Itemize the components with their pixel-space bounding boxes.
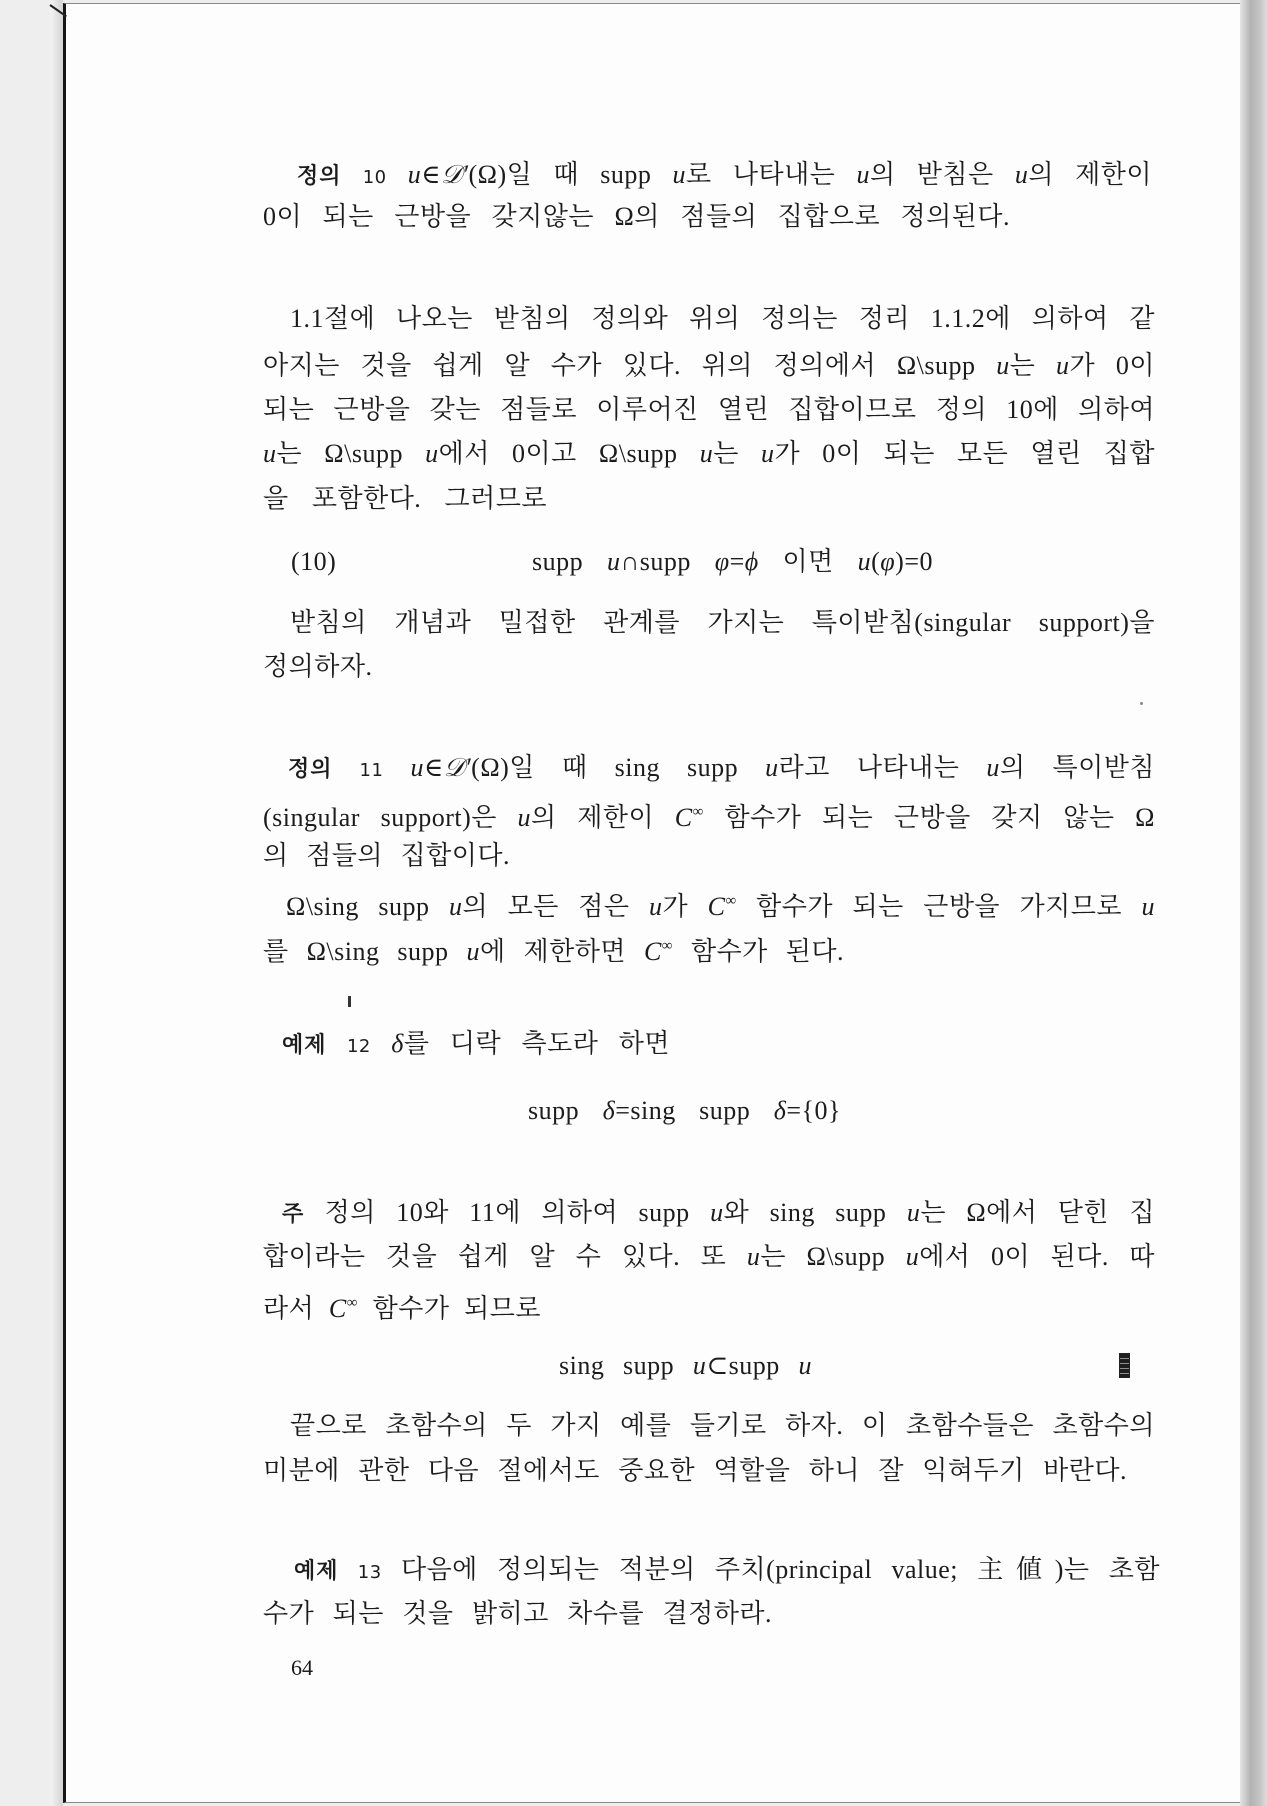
text-run: 로 나타내는	[686, 160, 857, 189]
example-12-line	[282, 1027, 670, 1061]
text-run: supp	[528, 1096, 603, 1125]
text-run: Ω\sing supp	[286, 892, 449, 921]
text-run: sing supp	[559, 1351, 693, 1380]
text-run: ∈	[421, 160, 442, 189]
text-run: 와 sing supp	[723, 1198, 907, 1227]
margin-marker	[1119, 1353, 1130, 1378]
paragraph-line	[263, 437, 1155, 471]
text-run: 정의 10와 11에 의하여 supp	[324, 1198, 711, 1227]
text-run: 의 제한이	[531, 803, 675, 832]
text-run: u	[606, 547, 621, 576]
text-run: u	[798, 1351, 813, 1380]
text-run: 를 Ω\sing supp	[263, 937, 467, 966]
paragraph-text	[290, 304, 1155, 333]
text-run: (	[871, 547, 881, 576]
example-label: 예제	[282, 1033, 327, 1058]
paragraph-line	[290, 302, 1155, 336]
text-run: 끝으로 초함수의 두 가지 예를 들기로 하자. 이 초함수들은 초함수의	[290, 1411, 1155, 1440]
definition-10-line	[297, 158, 1152, 192]
text-run: u	[996, 351, 1010, 380]
text-run: u	[1014, 160, 1029, 189]
text-run: (singular support)은	[263, 803, 518, 832]
text-run: u	[765, 753, 779, 782]
text-run: 아지는 것을 쉽게 알 수가 있다. 위의 정의에서 Ω\supp	[263, 351, 997, 380]
definition-label: 정의	[288, 757, 333, 782]
text-run: u	[672, 160, 687, 189]
definition-11-text	[410, 753, 1155, 782]
text-run: ∞	[725, 893, 737, 909]
text-run: 의 제한이	[1028, 160, 1152, 189]
text-run: ∞	[661, 938, 673, 954]
text-run: 이면	[758, 547, 858, 576]
text-run: ∈	[423, 753, 444, 782]
text-run: u	[761, 439, 775, 468]
text-run: u	[649, 892, 663, 921]
text-run: u	[710, 1198, 724, 1227]
text-run: u	[986, 753, 1000, 782]
text-run: u	[263, 439, 277, 468]
text-run: 라고 나타내는	[778, 753, 987, 782]
text-run: 가	[662, 892, 708, 921]
text-run: u	[466, 937, 480, 966]
text-run: 라서	[263, 1294, 329, 1323]
text-run: δ	[391, 1029, 404, 1058]
text-run: 다음에 정의되는 적분의 주치(principal value; 主値)는 초함	[400, 1555, 1161, 1584]
note-equation	[559, 1349, 812, 1383]
equation-text	[528, 1096, 841, 1125]
example-13-text	[401, 1555, 1160, 1584]
paragraph-line	[263, 650, 372, 684]
text-run: ϕ	[744, 547, 759, 576]
text-run: 받침의 개념과 밀접한 관계를 가지는 특이받침(singular support)을	[290, 608, 1155, 637]
text-run: 는 Ω\supp	[276, 439, 426, 468]
text-run: 함수가 되는 근방을 갖지 않는 Ω	[703, 803, 1155, 832]
definition-11-text	[263, 841, 510, 870]
paragraph-line	[263, 349, 1155, 383]
text-run: 가 0이	[1069, 351, 1155, 380]
text-run: 1.1절에 나오는 받침의 정의와 위의 정의는 정리 1.1.2에 의하여 같	[290, 304, 1155, 333]
paragraph-line	[263, 393, 1155, 427]
paragraph-text	[263, 1456, 1127, 1485]
text-run: 𝒟′	[441, 160, 469, 189]
text-run: u	[746, 1242, 761, 1271]
text-run: ⊂supp	[706, 1351, 799, 1380]
definition-11-text	[263, 937, 844, 966]
definition-10-text	[408, 160, 1152, 189]
equation-text	[532, 547, 933, 576]
definition-number: 10	[362, 167, 387, 188]
text-run: φ	[714, 547, 730, 576]
text-run: C	[643, 937, 662, 966]
page-edge-shadow	[1240, 0, 1267, 1806]
example-13-text	[263, 1599, 772, 1628]
definition-11-line	[286, 884, 1155, 921]
note-text	[325, 1198, 1155, 1227]
text-run: 𝒟′	[443, 753, 472, 782]
definition-11-text	[286, 892, 1155, 921]
text-run: supp	[532, 547, 607, 576]
text-run: 합이라는 것을 쉽게 알 수 있다. 또	[263, 1242, 747, 1271]
example-label: 예제	[294, 1559, 339, 1584]
text-run: 함수가 되므로	[357, 1294, 541, 1323]
text-run: u	[425, 439, 439, 468]
example-number: 13	[357, 1562, 382, 1583]
text-run: ∩supp	[620, 547, 715, 576]
text-run: 에서 0이고 Ω\supp	[438, 439, 700, 468]
text-run: u	[906, 1198, 921, 1227]
paragraph-line	[290, 606, 1155, 640]
example-12-text	[391, 1029, 670, 1058]
note-line	[282, 1196, 1155, 1230]
definition-number: 11	[359, 760, 384, 781]
note-line	[263, 1240, 1155, 1274]
text-run: 함수가 되는 근방을 가지므로	[736, 892, 1142, 921]
text-run: 을 포함한다. 그러므로	[263, 484, 547, 513]
text-run: 가 0이 되는 모든 열린 집합	[774, 439, 1155, 468]
definition-label: 정의	[297, 164, 342, 189]
text-run: ∞	[346, 1295, 358, 1311]
definition-10-line	[263, 200, 1010, 234]
definition-11-line	[288, 751, 1155, 785]
scan-mark	[348, 996, 351, 1007]
equation-text	[559, 1351, 812, 1380]
text-run: 를 디락 측도라 하면	[403, 1029, 671, 1058]
definition-10-text	[263, 202, 1010, 231]
paragraph-text	[263, 439, 1155, 468]
text-run: 에 제한하면	[479, 937, 644, 966]
text-run: δ	[602, 1096, 616, 1125]
text-run: 의 모든 점은	[462, 892, 650, 921]
paragraph-text	[290, 608, 1155, 637]
text-run: (Ω)일 때 sing supp	[471, 753, 766, 782]
paragraph-text	[263, 484, 547, 513]
text-run: u	[692, 1351, 707, 1380]
text-run: u	[407, 160, 422, 189]
scan-speck	[1140, 702, 1143, 705]
definition-11-line	[263, 795, 1155, 832]
paragraph-text	[290, 1411, 1155, 1440]
text-run: u	[410, 753, 424, 782]
text-run: C	[674, 803, 693, 832]
text-run: 는	[713, 439, 762, 468]
text-run: 에서 0이 된다. 따	[919, 1242, 1156, 1271]
note-text	[263, 1294, 541, 1323]
paragraph-line	[290, 1409, 1155, 1443]
paragraph-text	[263, 652, 372, 681]
text-run: 의 점들의 집합이다.	[263, 841, 510, 870]
example-13-line	[294, 1553, 1160, 1587]
text-run: u	[448, 892, 463, 921]
text-run: δ	[773, 1096, 787, 1125]
example-number: 12	[346, 1036, 371, 1057]
text-run: 0이 되는 근방을 갖지않는 Ω의 점들의 집합으로 정의된다.	[263, 202, 1010, 231]
definition-11-text	[263, 803, 1155, 832]
text-run: 함수가 된다.	[673, 937, 844, 966]
text-run: u	[905, 1242, 920, 1271]
definition-11-line	[263, 839, 510, 873]
text-run: 는 Ω에서 닫힌 집	[920, 1198, 1155, 1227]
text-run: C	[328, 1294, 347, 1323]
text-run: ={0}	[786, 1096, 842, 1125]
text-run: 는 Ω\supp	[760, 1242, 906, 1271]
paragraph-text	[263, 351, 1155, 380]
text-run: 미분에 관한 다음 절에서도 중요한 역할을 하니 잘 익혀두기 바란다.	[263, 1456, 1127, 1485]
text-run: =	[729, 547, 745, 576]
note-label: 주	[282, 1202, 305, 1227]
text-run: ∞	[692, 804, 704, 820]
text-run: 의 특이받침	[999, 753, 1155, 782]
definition-11-line	[263, 929, 844, 966]
paragraph-line	[263, 482, 547, 516]
text-run: u	[699, 439, 714, 468]
text-run: 정의하자.	[263, 652, 373, 681]
text-run: u	[1141, 892, 1155, 921]
equation-number: (10)	[291, 547, 337, 576]
text-run: )=0	[895, 547, 933, 576]
equation-expression	[532, 545, 933, 579]
book-binding-shadow	[50, 0, 63, 1806]
paragraph-line	[263, 1454, 1127, 1488]
example-12-equation	[528, 1094, 841, 1128]
text-run: C	[707, 892, 726, 921]
text-run: u	[857, 547, 872, 576]
text-run: u	[517, 803, 532, 832]
text-run: =sing supp	[615, 1096, 774, 1125]
text-run: 되는 근방을 갖는 점들로 이루어진 열린 집합이므로 정의 10에 의하여	[263, 395, 1155, 424]
text-run: 는	[1009, 351, 1057, 380]
text-run: φ	[880, 547, 896, 576]
page-number: 64	[291, 1655, 313, 1680]
example-13-line	[263, 1597, 772, 1631]
text-run: (Ω)일 때 supp	[468, 160, 673, 189]
text-run: u	[856, 160, 870, 189]
text-run: 수가 되는 것을 밝히고 차수를 결정하라.	[263, 1599, 772, 1628]
note-text	[263, 1242, 1155, 1271]
text-run: 의 받침은	[869, 160, 1015, 189]
paragraph-text	[263, 395, 1155, 424]
note-line	[263, 1286, 541, 1323]
text-run: u	[1056, 351, 1070, 380]
